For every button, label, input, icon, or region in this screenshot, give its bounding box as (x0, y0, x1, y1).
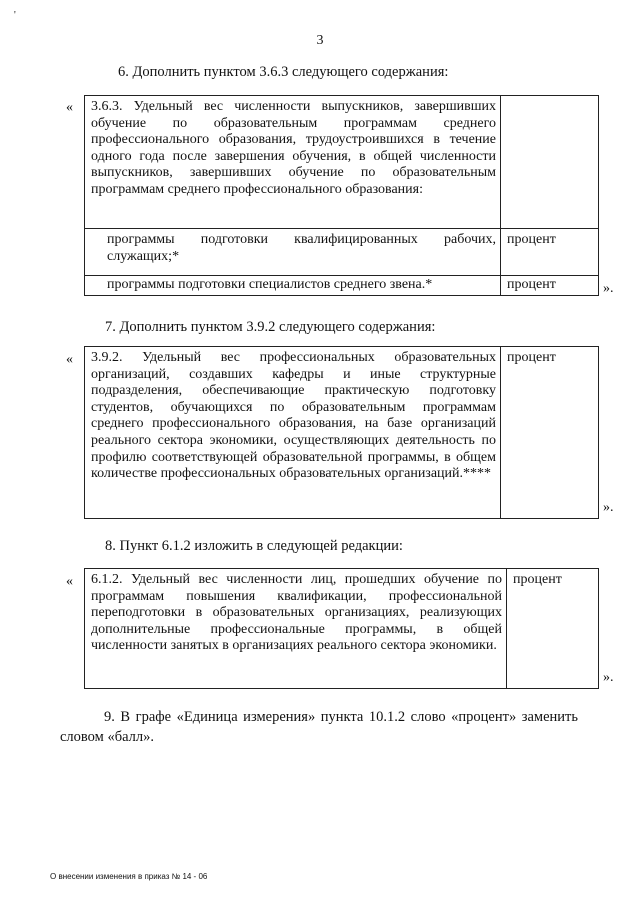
item9-text: 9. В графе «Единица измерения» пункта 10.1.2 слово «процент» заменить словом «балл». (60, 709, 578, 745)
item7-open-quote: « (66, 352, 73, 367)
corner-mark: ' (14, 10, 16, 21)
page-number: 3 (316, 33, 324, 48)
item6-row1-text: программы подготовки квалифицированных рабочих, служащих;* (85, 229, 501, 276)
item6-open-quote: « (66, 100, 73, 115)
item6-main-unit-cell (501, 96, 599, 229)
item7-text-cell: 3.9.2. Удельный вес профессиональных образовательных организаций, создавших кафедры и иные структурные подразделения, обеспечивающие практическую подготовку студентов, обучающихся по образовательным программам среднего профессионального образования, на базе организаций реального сектора экономики, осуществляющих деятельность по профилю соответствующей образовательной программы, в общем количестве профессиональных образовательных организаций.**** (85, 347, 501, 519)
item8-table (84, 568, 599, 689)
item8-close-quote: ». (603, 670, 614, 685)
item6-table (84, 95, 599, 296)
item8-unit-cell: процент (507, 569, 599, 689)
item6-row2-unit: процент (501, 276, 599, 296)
footer-note: О внесении изменения в приказ № 14 - 06 (50, 872, 208, 881)
item8-open-quote: « (66, 574, 73, 589)
item6-row1-unit: процент (501, 229, 599, 276)
item7-heading: 7. Дополнить пунктом 3.9.2 следующего содержания: (105, 319, 436, 335)
item7-close-quote: ». (603, 500, 614, 515)
item8-heading: 8. Пункт 6.1.2 изложить в следующей редакции: (105, 538, 403, 554)
item6-main-cell: 3.6.3. Удельный вес численности выпускников, завершивших обучение по образовательным программам среднего профессионального образования, трудоустроившихся в течение одного года после завершения обучения, в общей численности выпускников, завершивших обучение по образовательным программам среднего профессионального образования: (85, 96, 501, 229)
item6-row2-text: программы подготовки специалистов среднего звена.* (85, 276, 501, 296)
item7-unit-cell: процент (501, 347, 599, 519)
item8-text-cell: 6.1.2. Удельный вес численности лиц, прошедших обучение по программам повышения квалификации, профессиональной переподготовки в образовательных организациях, реализующих дополнительные профессиональные программы, в общей численности занятых в организациях реального сектора экономики. (85, 569, 507, 689)
item6-close-quote: ». (603, 281, 614, 296)
item6-heading: 6. Дополнить пунктом 3.6.3 следующего содержания: (118, 64, 449, 80)
item7-table (84, 346, 599, 519)
